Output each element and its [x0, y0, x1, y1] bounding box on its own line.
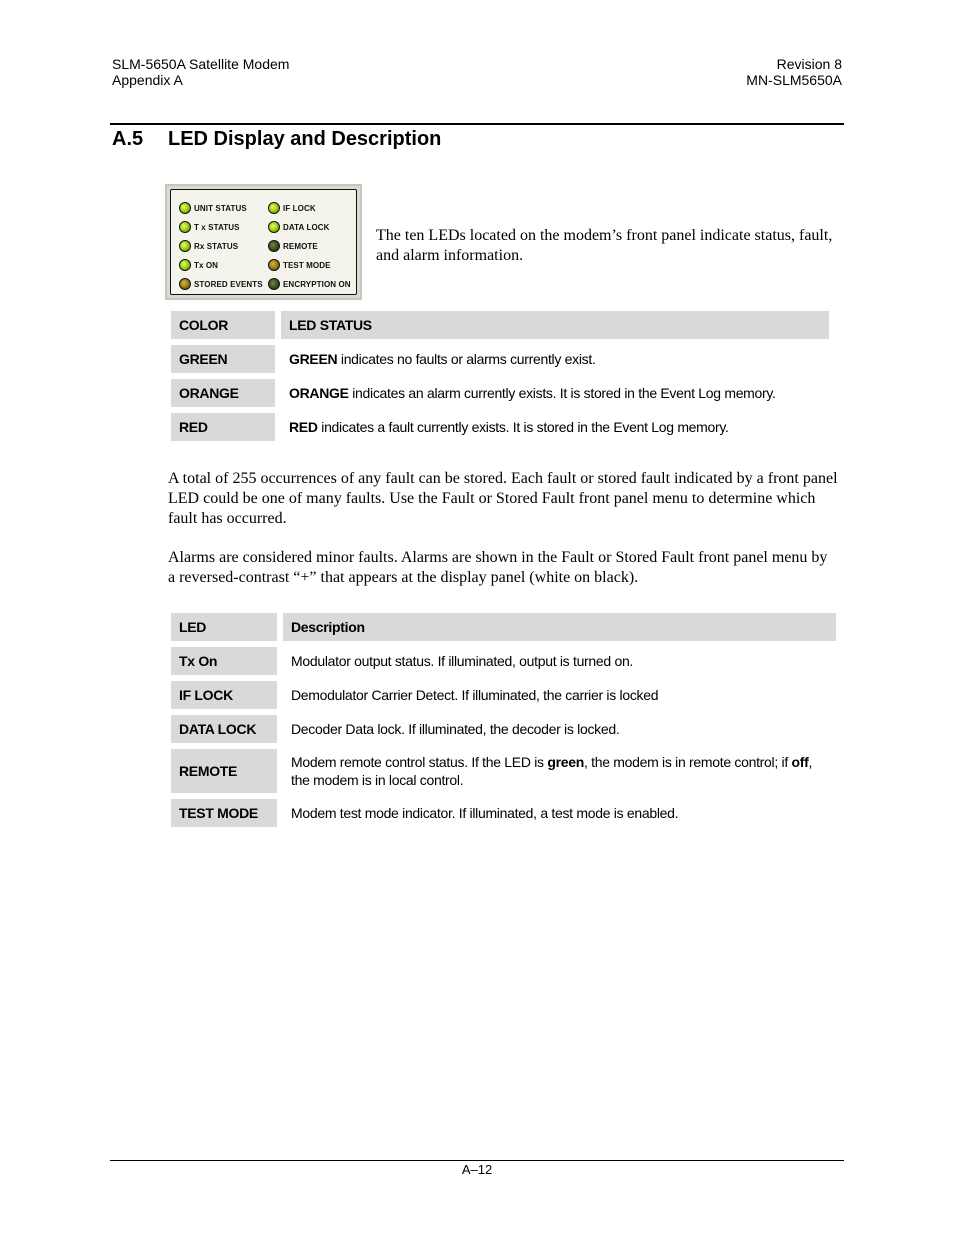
led-name-cell: Tx On [171, 647, 277, 675]
color-cell: GREEN [171, 345, 275, 373]
color-status-table [165, 305, 835, 447]
led-panel-face [170, 189, 357, 295]
table-row [171, 749, 836, 793]
led-indicator-icon [179, 259, 191, 271]
doc-title: SLM-5650A Satellite Modem [112, 56, 290, 72]
led-test-mode: TEST MODE [268, 259, 331, 271]
led-name-cell: DATA LOCK [171, 715, 277, 743]
led-stored-events: STORED EVENTS [179, 278, 263, 290]
table-header-row [171, 311, 829, 339]
section-heading [112, 127, 441, 151]
column-header: LED STATUS [281, 311, 829, 339]
led-name-cell: REMOTE [171, 749, 277, 793]
led-indicator-icon [268, 259, 280, 271]
page-number: A–12 [461, 1162, 493, 1177]
doc-revision: Revision 8 [776, 56, 842, 72]
status-cell: RED indicates a fault currently exists. It is stored in the Event Log memory. [281, 413, 829, 441]
table-row [171, 379, 829, 407]
table-row [171, 647, 836, 675]
led-remote: REMOTE [268, 240, 318, 252]
status-cell: ORANGE indicates an alarm currently exists. It is stored in the Event Log memory. [281, 379, 829, 407]
header-rule [110, 123, 844, 125]
color-cell: RED [171, 413, 275, 441]
led-description-table [165, 607, 842, 833]
column-header: COLOR [171, 311, 275, 339]
led-data-lock: DATA LOCK [268, 221, 330, 233]
led-rx-status: Rx STATUS [179, 240, 238, 252]
description-cell: Demodulator Carrier Detect. If illuminated, the carrier is locked [283, 681, 836, 709]
description-cell: Decoder Data lock. If illuminated, the decoder is locked. [283, 715, 836, 743]
led-tx-status: T x STATUS [179, 221, 240, 233]
table-row [171, 413, 829, 441]
column-header: Description [283, 613, 836, 641]
doc-appendix: Appendix A [112, 72, 183, 88]
led-unit-status: UNIT STATUS [179, 202, 247, 214]
led-name-cell: IF LOCK [171, 681, 277, 709]
led-indicator-icon [268, 278, 280, 290]
table-header-row [171, 613, 836, 641]
table-row [171, 715, 836, 743]
intro-text: The ten LEDs located on the modem’s front panel indicate status, fault, and alarm information. [376, 227, 833, 264]
led-indicator-icon [179, 221, 191, 233]
paragraph-fault-storage: A total of 255 occurrences of any fault can be stored. Each fault or stored fault indicated by a front panel LED could be one of many faults. Use the Fault or Stored Fault front panel menu to determine which fault has occurred. [168, 470, 838, 527]
status-cell: GREEN indicates no faults or alarms currently exist. [281, 345, 829, 373]
paragraph-alarms: Alarms are considered minor faults. Alarms are shown in the Fault or Stored Fault front panel menu by a reversed-contrast “+” that appears at the display panel (white on black). [168, 549, 828, 586]
doc-number: MN-SLM5650A [746, 72, 842, 88]
led-indicator-icon [268, 240, 280, 252]
header-left [112, 56, 289, 88]
led-panel-photo [165, 184, 362, 300]
table-row [171, 799, 836, 827]
led-indicator-icon [268, 221, 280, 233]
description-cell: Modem remote control status. If the LED is green, the modem is in remote control; if off, the modem is in local control. [283, 749, 836, 793]
led-if-lock: IF LOCK [268, 202, 316, 214]
header-right [746, 56, 842, 88]
footer-rule [110, 1160, 844, 1161]
led-indicator-icon [179, 278, 191, 290]
description-cell: Modulator output status. If illuminated, output is turned on. [283, 647, 836, 675]
led-indicator-icon [268, 202, 280, 214]
color-cell: ORANGE [171, 379, 275, 407]
led-indicator-icon [179, 202, 191, 214]
column-header: LED [171, 613, 277, 641]
led-tx-on: Tx ON [179, 259, 218, 271]
section-number: A.5 [112, 128, 144, 150]
section-title: LED Display and Description [168, 128, 442, 150]
table-row [171, 681, 836, 709]
led-encryption-on: ENCRYPTION ON [268, 278, 351, 290]
led-indicator-icon [179, 240, 191, 252]
description-cell: Modem test mode indicator. If illuminated, a test mode is enabled. [283, 799, 836, 827]
led-name-cell: TEST MODE [171, 799, 277, 827]
table-row [171, 345, 829, 373]
